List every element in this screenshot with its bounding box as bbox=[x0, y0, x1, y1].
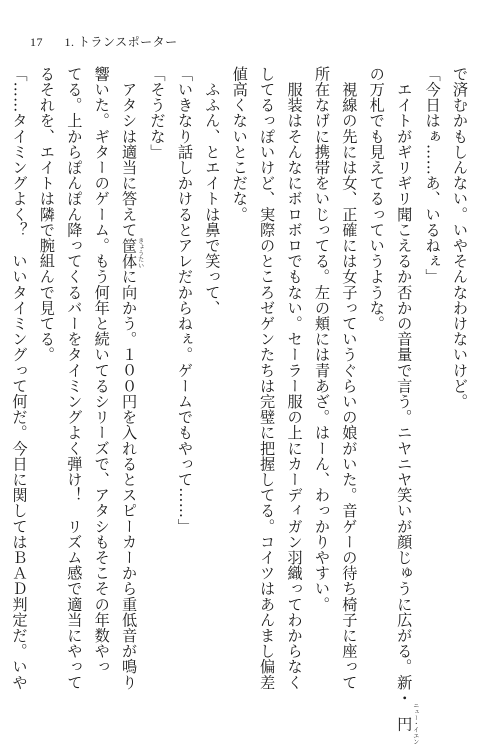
line-text: してるっぽいけど、実際のところゼゲンたちは完璧に把握してる。コイツはあんまし偏差 bbox=[258, 66, 277, 690]
text-line bbox=[60, 66, 87, 690]
page-number: 17 bbox=[30, 35, 43, 49]
text-line bbox=[5, 66, 32, 690]
text-line bbox=[143, 66, 170, 676]
text-line bbox=[33, 66, 60, 676]
ruby-base: 筐体 bbox=[120, 237, 139, 269]
line-text: 服装はそんなにボロボロでもない。セーラー服の上にカーディガン羽織ってわからなく bbox=[285, 66, 304, 690]
line-text: エイトがギリギリ聞こえるか否かの音量で言う。ニヤニヤ笑いが顔じゅうに広がる。新・ bbox=[395, 66, 414, 706]
text-line bbox=[87, 66, 114, 676]
ruby-reading: ニュー・イエン bbox=[411, 702, 419, 745]
text-line bbox=[0, 66, 5, 676]
line-text: 「今日はぁ……あ、いるねぇ」 bbox=[423, 66, 442, 285]
text-line bbox=[446, 66, 473, 676]
line-text: 響いた。ギターのゲーム。もう何年と続いてるシリーズで、アタシもそこその年数やっ bbox=[92, 66, 111, 675]
line-text: で済むかもしんない。いやそんなわけないけど。 bbox=[451, 66, 469, 410]
ruby-annotation bbox=[395, 702, 419, 745]
text-line bbox=[115, 66, 144, 691]
text-line bbox=[335, 66, 362, 690]
line-text: 視線の先には女、正確には女子っていうぐらいの娘がいた。音ゲーの待ち椅子に座って bbox=[340, 66, 359, 690]
line-text: に向かう。１００円を入れるとスピーカーから重低音が鳴り bbox=[120, 268, 139, 691]
text-line bbox=[362, 66, 389, 676]
line-text: の万札でも見えてるっていうような。 bbox=[367, 66, 386, 332]
text-line bbox=[418, 66, 445, 676]
page-header bbox=[30, 33, 178, 50]
line-text: 値高くないとこだな。 bbox=[230, 66, 249, 222]
text-body bbox=[10, 66, 473, 745]
text-line bbox=[390, 66, 419, 745]
text-line bbox=[198, 66, 225, 676]
ruby-annotation bbox=[120, 237, 144, 269]
line-text: 所在なげに携帯をいじってる。左の頬には青あざ。はーん、わっかりやすい。 bbox=[312, 66, 331, 612]
ruby-base: 円 bbox=[395, 702, 414, 745]
text-line bbox=[171, 66, 198, 676]
line-text: 「そうだな」 bbox=[148, 66, 167, 160]
text-line bbox=[280, 66, 307, 690]
line-text: てる。上からぽんぽん降ってくるバーをタイミングよく弾け！ リズム感で適当にやって bbox=[65, 66, 84, 690]
line-text: るそれを、エイトは隣で腕組んで見てる。 bbox=[37, 66, 56, 363]
text-line bbox=[253, 66, 280, 690]
line-text bbox=[0, 66, 1, 690]
line-text: アタシは適当に答えて bbox=[120, 66, 139, 238]
chapter-title: 1. トランスポーター bbox=[64, 35, 178, 49]
line-text: ふふん、とエイトは鼻で笑って、 bbox=[203, 66, 222, 316]
text-line bbox=[225, 66, 252, 676]
ruby-reading: きょうたい bbox=[136, 237, 144, 269]
text-line bbox=[308, 66, 335, 676]
line-text: 「いきなり話しかけるとアレだからねぇ。ゲームでもやって……」 bbox=[175, 66, 194, 534]
line-text: 「……タイミングよく？ いいタイミングって何だ。今日に関してはＢＡＤ判定だ。いや bbox=[10, 66, 29, 690]
